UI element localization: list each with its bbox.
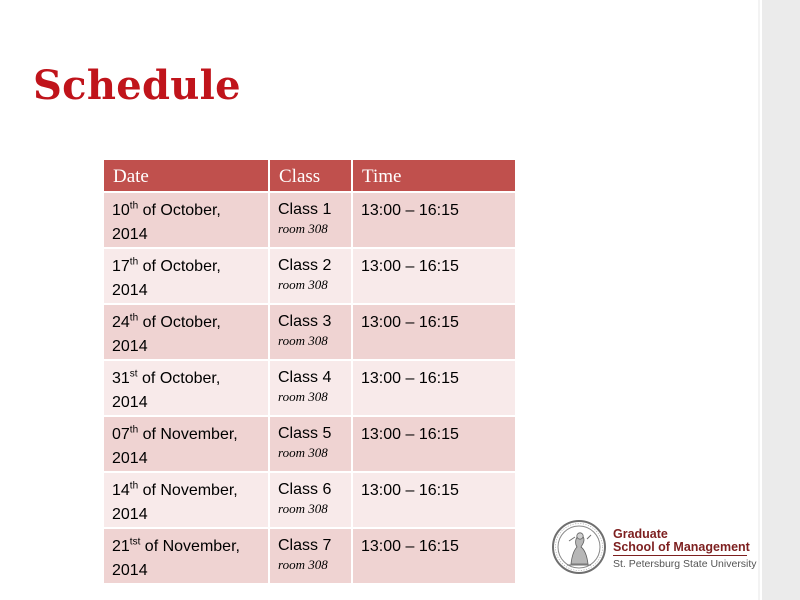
class-name: Class 6 xyxy=(278,481,332,498)
class-cell xyxy=(269,360,352,416)
time-cell: 13:00 – 16:15 xyxy=(352,304,515,360)
room-label: room 308 xyxy=(278,501,328,516)
time-cell: 13:00 – 16:15 xyxy=(352,360,515,416)
table-row xyxy=(104,472,515,528)
date-cell xyxy=(104,192,269,248)
date-year: 2014 xyxy=(112,226,148,243)
logo-title-line1: Graduate xyxy=(613,527,668,541)
room-label: room 308 xyxy=(278,445,328,460)
date-ordinal: th xyxy=(129,424,139,436)
class-name: Class 7 xyxy=(278,537,332,554)
date-day: 21 xyxy=(112,538,130,555)
date-cell xyxy=(104,248,269,304)
date-ordinal: tst xyxy=(129,536,141,548)
date-year: 2014 xyxy=(112,562,148,579)
table-row xyxy=(104,304,515,360)
side-band xyxy=(762,0,800,600)
class-cell xyxy=(269,472,352,528)
room-label: room 308 xyxy=(278,277,328,292)
date-day: 17 xyxy=(112,258,130,275)
class-name: Class 3 xyxy=(278,313,332,330)
date-month: of October, xyxy=(138,314,221,331)
date-cell xyxy=(104,304,269,360)
date-month: of October, xyxy=(138,202,221,219)
date-year: 2014 xyxy=(112,394,148,411)
date-ordinal: th xyxy=(129,312,139,324)
class-name: Class 5 xyxy=(278,425,332,442)
time-cell: 13:00 – 16:15 xyxy=(352,416,515,472)
class-cell xyxy=(269,416,352,472)
room-label: room 308 xyxy=(278,389,328,404)
date-day: 10 xyxy=(112,202,130,219)
table-row xyxy=(104,528,515,584)
date-day: 31 xyxy=(112,370,130,387)
class-name: Class 4 xyxy=(278,369,332,386)
header-date: Date xyxy=(104,160,269,192)
date-day: 24 xyxy=(112,314,130,331)
class-name: Class 1 xyxy=(278,201,332,218)
date-ordinal: th xyxy=(129,200,139,212)
date-cell xyxy=(104,360,269,416)
logo-subtitle: St. Petersburg State University xyxy=(613,558,757,570)
date-year: 2014 xyxy=(112,450,148,467)
date-ordinal: st xyxy=(129,368,138,380)
page-title: Schedule xyxy=(33,62,241,109)
logo-divider xyxy=(613,555,747,556)
class-cell xyxy=(269,192,352,248)
date-month: of November, xyxy=(138,482,238,499)
university-seal-icon xyxy=(551,517,607,577)
date-ordinal: th xyxy=(129,256,139,268)
header-class: Class xyxy=(269,160,352,192)
table-header-row xyxy=(104,160,515,192)
table-row xyxy=(104,416,515,472)
date-month: of November, xyxy=(140,538,240,555)
date-cell xyxy=(104,528,269,584)
time-cell: 13:00 – 16:15 xyxy=(352,528,515,584)
time-cell: 13:00 – 16:15 xyxy=(352,472,515,528)
date-month: of October, xyxy=(138,258,221,275)
schedule-table xyxy=(104,160,515,585)
time-cell: 13:00 – 16:15 xyxy=(352,248,515,304)
date-cell xyxy=(104,472,269,528)
table-row xyxy=(104,248,515,304)
room-label: room 308 xyxy=(278,221,328,236)
date-cell xyxy=(104,416,269,472)
date-day: 14 xyxy=(112,482,130,499)
date-year: 2014 xyxy=(112,338,148,355)
date-month: of November, xyxy=(138,426,238,443)
room-label: room 308 xyxy=(278,557,328,572)
date-day: 07 xyxy=(112,426,130,443)
room-label: room 308 xyxy=(278,333,328,348)
time-cell: 13:00 – 16:15 xyxy=(352,192,515,248)
class-cell xyxy=(269,528,352,584)
table-row xyxy=(104,360,515,416)
gsom-logo xyxy=(551,517,756,577)
side-rule xyxy=(758,0,760,600)
class-name: Class 2 xyxy=(278,257,332,274)
date-year: 2014 xyxy=(112,506,148,523)
class-cell xyxy=(269,304,352,360)
header-time: Time xyxy=(352,160,515,192)
date-ordinal: th xyxy=(129,480,139,492)
logo-title-line2: School of Management xyxy=(613,540,750,554)
class-cell xyxy=(269,248,352,304)
table-row xyxy=(104,192,515,248)
date-year: 2014 xyxy=(112,282,148,299)
date-month: of October, xyxy=(137,370,221,387)
